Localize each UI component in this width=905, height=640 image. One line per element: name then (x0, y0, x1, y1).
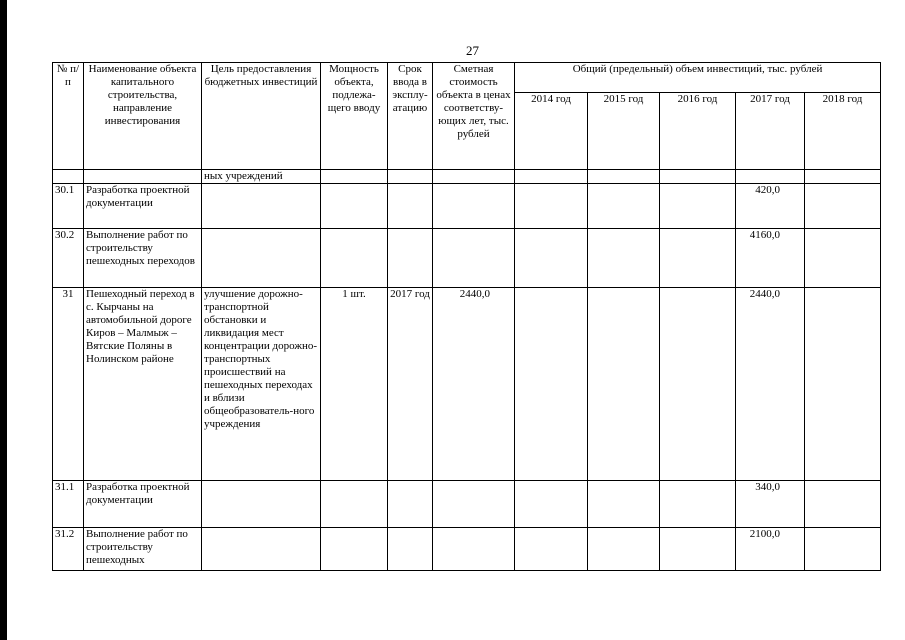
cell-num: 31.1 (53, 481, 84, 528)
cell-2014 (515, 528, 588, 571)
table-row (53, 288, 881, 481)
cell-2015 (588, 170, 660, 184)
cell-2015 (588, 184, 660, 229)
cell-2018 (805, 288, 881, 481)
cell-num: 30.1 (53, 184, 84, 229)
table-row (53, 170, 881, 184)
cell-cost: 2440,0 (433, 288, 515, 481)
table-row (53, 229, 881, 288)
cell-cost (433, 170, 515, 184)
header-year-2015: 2015 год (588, 93, 660, 170)
cell-cost (433, 229, 515, 288)
cell-2016 (660, 528, 736, 571)
cell-2017: 2440,0 (736, 288, 805, 481)
cell-name (84, 170, 202, 184)
cell-capacity (321, 184, 388, 229)
cell-cost (433, 184, 515, 229)
cell-num: 30.2 (53, 229, 84, 288)
header-year-2016: 2016 год (660, 93, 736, 170)
cell-name: Разработка проектной документации (84, 481, 202, 528)
table-row (53, 184, 881, 229)
header-name: Наименование объекта капитального строительства, направление инвестирования (84, 63, 202, 170)
cell-2016 (660, 288, 736, 481)
cell-capacity (321, 170, 388, 184)
header-investment: Общий (предельный) объем инвестиций, тыс. рублей (515, 63, 881, 93)
cell-term (388, 184, 433, 229)
table-row (53, 481, 881, 528)
cell-2016 (660, 481, 736, 528)
cell-term: 2017 год (388, 288, 433, 481)
header-cost: Сметная стоимость объекта в ценах соответству-ющих лет, тыс. рублей (433, 63, 515, 170)
cell-2018 (805, 184, 881, 229)
header-year-2014: 2014 год (515, 93, 588, 170)
table-row (53, 528, 881, 571)
cell-term (388, 229, 433, 288)
cell-name: Пешеходный переход в с. Кырчаны на автомобильной дороге Киров – Малмыж – Вятские Поляны в Нолинском районе (84, 288, 202, 481)
header-year-2017: 2017 год (736, 93, 805, 170)
cell-2015 (588, 229, 660, 288)
cell-term (388, 528, 433, 571)
cell-2015 (588, 288, 660, 481)
header-year-2018: 2018 год (805, 93, 881, 170)
cell-goal (202, 528, 321, 571)
cell-2014 (515, 229, 588, 288)
cell-capacity (321, 229, 388, 288)
cell-2015 (588, 481, 660, 528)
header-capacity: Мощность объекта, подлежа-щего вводу (321, 63, 388, 170)
cell-2016 (660, 170, 736, 184)
cell-2018 (805, 528, 881, 571)
cell-2014 (515, 184, 588, 229)
cell-2016 (660, 229, 736, 288)
cell-name: Выполнение работ по строительству пешеходных (84, 528, 202, 571)
cell-num (53, 170, 84, 184)
cell-capacity (321, 528, 388, 571)
investment-table (52, 62, 881, 571)
cell-goal: улучшение дорожно-транспортной обстановки и ликвидация мест концентрации дорожно-транспортных происшествий на пешеходных переходах и вблизи общеобразователь-ного учреждения (202, 288, 321, 481)
cell-2017: 420,0 (736, 184, 805, 229)
cell-2014 (515, 170, 588, 184)
cell-goal: ных учреждений (202, 170, 321, 184)
scan-left-edge (0, 0, 7, 640)
cell-2017: 4160,0 (736, 229, 805, 288)
cell-term (388, 170, 433, 184)
cell-term (388, 481, 433, 528)
header-goal: Цель предоставления бюджетных инвестиций (202, 63, 321, 170)
cell-2016 (660, 184, 736, 229)
cell-2017: 2100,0 (736, 528, 805, 571)
cell-num: 31 (53, 288, 84, 481)
cell-2015 (588, 528, 660, 571)
cell-2018 (805, 229, 881, 288)
cell-goal (202, 229, 321, 288)
cell-2017 (736, 170, 805, 184)
cell-2018 (805, 170, 881, 184)
header-term: Срок ввода в эксплу-атацию (388, 63, 433, 170)
cell-cost (433, 481, 515, 528)
cell-capacity (321, 481, 388, 528)
cell-cost (433, 528, 515, 571)
cell-name: Разработка проектной документации (84, 184, 202, 229)
cell-num: 31.2 (53, 528, 84, 571)
cell-goal (202, 184, 321, 229)
cell-goal (202, 481, 321, 528)
page-number: 27 (466, 43, 479, 58)
cell-2018 (805, 481, 881, 528)
cell-2014 (515, 481, 588, 528)
cell-2017: 340,0 (736, 481, 805, 528)
header-num: № п/п (53, 63, 84, 170)
cell-name: Выполнение работ по строительству пешеходных переходов (84, 229, 202, 288)
cell-2014 (515, 288, 588, 481)
cell-capacity: 1 шт. (321, 288, 388, 481)
